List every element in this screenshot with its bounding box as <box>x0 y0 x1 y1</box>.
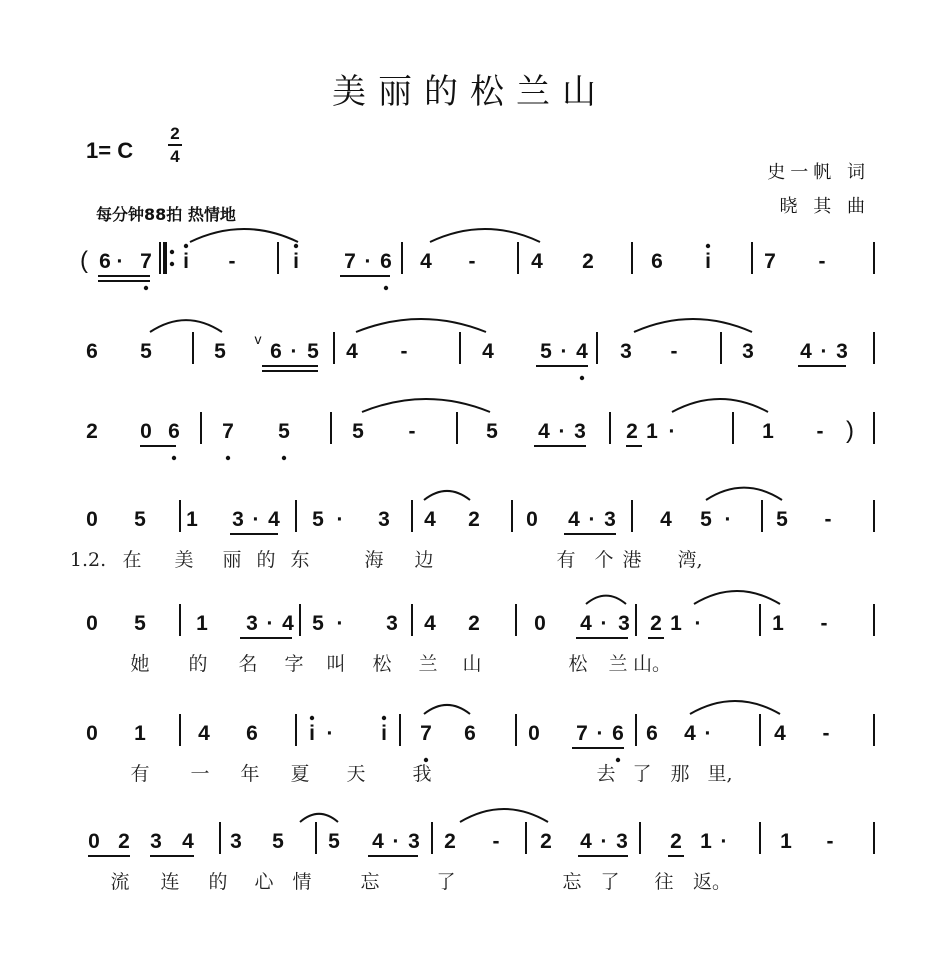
lyric-syllable: 忘 <box>360 871 380 893</box>
note: 0 <box>140 420 152 443</box>
dash-hold: - <box>408 420 416 443</box>
note: 4 <box>198 722 210 745</box>
note: 5 <box>486 420 498 443</box>
slur-arc <box>694 591 780 604</box>
note: 4 <box>774 722 786 745</box>
lyric-syllable: 情 <box>292 871 312 893</box>
lyric-syllable: 连 <box>160 871 180 893</box>
low-octave-dot <box>384 286 388 290</box>
note: 6 <box>464 722 476 745</box>
augmentation-dot: · <box>290 340 298 363</box>
note: 1 <box>772 612 784 635</box>
note: 1 <box>762 420 774 443</box>
lyric-syllable: 叫 <box>326 653 346 675</box>
lyric-syllable: 的 <box>256 549 276 571</box>
note: 3 <box>616 830 628 853</box>
note: 5 <box>352 420 364 443</box>
breath-mark: v <box>254 331 262 347</box>
note: 1 <box>196 612 208 635</box>
augmentation-dot: · <box>392 830 400 853</box>
note: 1 <box>646 420 658 443</box>
note: 5 <box>278 420 290 443</box>
low-octave-dot <box>424 758 428 762</box>
lyric-syllable: 年 <box>240 763 260 785</box>
note: 4 <box>268 508 280 531</box>
note: 2 <box>118 830 130 853</box>
augmentation-dot: · <box>560 340 568 363</box>
slur-arc <box>190 229 298 242</box>
note: 0 <box>526 508 538 531</box>
note: 7 <box>222 420 234 443</box>
dash-hold: - <box>818 250 826 273</box>
note: 2 <box>468 612 480 635</box>
augmentation-dot: · <box>694 612 702 635</box>
note: 3 <box>230 830 242 853</box>
lyric-syllable: 兰 <box>608 653 628 675</box>
note: i <box>293 250 299 273</box>
note: 4 <box>568 508 580 531</box>
slur-arc <box>424 705 470 714</box>
augmentation-dot: · <box>116 250 124 273</box>
augmentation-dot: · <box>336 508 344 531</box>
high-octave-dot <box>294 244 298 248</box>
lyric-syllable: 兰 <box>418 653 438 675</box>
note: 5 <box>134 508 146 531</box>
note: 3 <box>246 612 258 635</box>
note: 5 <box>214 340 226 363</box>
repeat-dot <box>170 250 174 254</box>
lyric-syllable: 那 <box>670 763 690 785</box>
note: 4 <box>346 340 358 363</box>
lyric-syllable: 个 <box>594 549 614 571</box>
bracket-mark: ( <box>80 247 88 274</box>
lyric-syllable: 我 <box>412 763 432 785</box>
note: 5 <box>140 340 152 363</box>
note: 3 <box>836 340 848 363</box>
lyric-syllable: 天 <box>346 763 366 785</box>
augmentation-dot: · <box>596 722 604 745</box>
augmentation-dot: · <box>588 508 596 531</box>
lyric-syllable: 流 <box>110 871 130 893</box>
tempo-marking: 每分钟88拍 热情地 <box>96 205 236 224</box>
note: 5 <box>540 340 552 363</box>
lyric-syllable: 美 <box>174 549 194 571</box>
lyric-syllable: 往 <box>654 871 674 893</box>
note: 4 <box>424 508 436 531</box>
note: 4 <box>531 250 543 273</box>
lyric-syllable: 山 <box>462 653 482 675</box>
note: 4 <box>580 830 592 853</box>
dash-hold: - <box>826 830 834 853</box>
note: i <box>705 250 711 273</box>
note: 1 <box>134 722 146 745</box>
lyricist-credit: 史一帆 词 <box>767 162 870 183</box>
lyric-syllable: 一 <box>190 763 210 785</box>
lyric-syllable: 湾, <box>677 549 703 571</box>
lyric-syllable: 山。 <box>632 653 672 675</box>
note: 3 <box>574 420 586 443</box>
note: 2 <box>626 420 638 443</box>
note: 5 <box>776 508 788 531</box>
low-octave-dot <box>580 376 584 380</box>
augmentation-dot: · <box>668 420 676 443</box>
lyric-syllable: 她 <box>130 653 150 675</box>
note: 2 <box>444 830 456 853</box>
note: 3 <box>386 612 398 635</box>
note: 6 <box>646 722 658 745</box>
lyric-syllable: 有 <box>556 549 576 571</box>
slur-arc <box>150 320 222 332</box>
lyric-syllable: 海 <box>364 549 384 571</box>
note: 3 <box>378 508 390 531</box>
note: 3 <box>408 830 420 853</box>
lyric-syllable: 返。 <box>692 871 732 893</box>
note: 4 <box>580 612 592 635</box>
slur-arc <box>460 809 548 822</box>
note: 5 <box>134 612 146 635</box>
note: 5 <box>328 830 340 853</box>
slur-arc <box>706 488 782 500</box>
note: 2 <box>86 420 98 443</box>
note: 4 <box>282 612 294 635</box>
note: 4 <box>684 722 696 745</box>
augmentation-dot: · <box>704 722 712 745</box>
note: i <box>381 722 387 745</box>
note: 1 <box>670 612 682 635</box>
slur-arc <box>586 596 626 604</box>
note: 4 <box>182 830 194 853</box>
lyric-syllable: 有 <box>130 763 150 785</box>
slur-arc <box>430 229 540 242</box>
slur-arc <box>634 319 752 332</box>
note: 5 <box>312 508 324 531</box>
note: 6 <box>270 340 282 363</box>
note: 4 <box>420 250 432 273</box>
note: 6 <box>86 340 98 363</box>
low-octave-dot <box>282 456 286 460</box>
note: 3 <box>150 830 162 853</box>
time-signature-top: 2 <box>170 124 180 143</box>
note: 0 <box>534 612 546 635</box>
note: 7 <box>576 722 588 745</box>
high-octave-dot <box>310 716 314 720</box>
augmentation-dot: · <box>252 508 260 531</box>
dash-hold: - <box>468 250 476 273</box>
note: 3 <box>604 508 616 531</box>
lyric-syllable: 去 <box>596 763 616 785</box>
lyric-syllable: 1.2. <box>69 549 107 571</box>
note: 7 <box>420 722 432 745</box>
dash-hold: - <box>400 340 408 363</box>
note: 2 <box>650 612 662 635</box>
low-octave-dot <box>226 456 230 460</box>
note: 4 <box>576 340 588 363</box>
time-signature-bottom: 4 <box>170 147 180 166</box>
lyric-syllable: 松 <box>568 653 588 675</box>
note: 2 <box>670 830 682 853</box>
lyric-syllable: 了 <box>436 871 456 893</box>
lyric-syllable: 边 <box>414 549 434 571</box>
note: 6 <box>246 722 258 745</box>
note: 4 <box>372 830 384 853</box>
note: 6 <box>612 722 624 745</box>
augmentation-dot: · <box>600 612 608 635</box>
note: 6 <box>380 250 392 273</box>
composer-credit: 晓 其 曲 <box>779 196 870 217</box>
note: 0 <box>86 612 98 635</box>
note: 4 <box>800 340 812 363</box>
lyric-syllable: 的 <box>208 871 228 893</box>
lyric-syllable: 在 <box>122 549 142 571</box>
high-octave-dot <box>382 716 386 720</box>
note: 4 <box>538 420 550 443</box>
lyric-syllable: 心 <box>254 871 274 893</box>
note: 4 <box>660 508 672 531</box>
bracket-mark: ) <box>846 417 854 444</box>
note: 2 <box>468 508 480 531</box>
song-title: 美丽的松兰山 <box>332 72 608 112</box>
lyric-syllable: 丽 <box>222 549 242 571</box>
note: 5 <box>307 340 319 363</box>
note: 3 <box>618 612 630 635</box>
note: 7 <box>764 250 776 273</box>
lyric-syllable: 字 <box>284 653 304 675</box>
note: 3 <box>232 508 244 531</box>
note: i <box>183 250 189 273</box>
augmentation-dot: · <box>558 420 566 443</box>
dash-hold: - <box>820 612 828 635</box>
note: 0 <box>86 722 98 745</box>
repeat-dot <box>170 262 174 266</box>
note: 1 <box>780 830 792 853</box>
lyric-syllable: 名 <box>238 653 258 675</box>
note: 5 <box>272 830 284 853</box>
augmentation-dot: · <box>820 340 828 363</box>
lyric-syllable: 东 <box>290 549 310 571</box>
lyric-syllable: 忘 <box>562 871 582 893</box>
dash-hold: - <box>824 508 832 531</box>
note: 1 <box>700 830 712 853</box>
note: 3 <box>742 340 754 363</box>
lyric-syllable: 港 <box>622 549 642 571</box>
note: i <box>309 722 315 745</box>
note: 6 <box>99 250 111 273</box>
note: 4 <box>482 340 494 363</box>
lyric-syllable: 松 <box>372 653 392 675</box>
augmentation-dot: · <box>336 612 344 635</box>
key-signature: 1= C <box>86 138 134 163</box>
note: 4 <box>424 612 436 635</box>
note: 5 <box>700 508 712 531</box>
note: 0 <box>88 830 100 853</box>
note: 3 <box>620 340 632 363</box>
augmentation-dot: · <box>720 830 728 853</box>
augmentation-dot: · <box>266 612 274 635</box>
note: 7 <box>140 250 152 273</box>
note: 7 <box>344 250 356 273</box>
low-octave-dot <box>144 286 148 290</box>
dash-hold: - <box>822 722 830 745</box>
note: 5 <box>312 612 324 635</box>
dash-hold: - <box>816 420 824 443</box>
low-octave-dot <box>172 456 176 460</box>
dash-hold: - <box>492 830 500 853</box>
lyric-syllable: 的 <box>188 653 208 675</box>
lyric-syllable: 了 <box>600 871 620 893</box>
note: 6 <box>168 420 180 443</box>
note: 0 <box>528 722 540 745</box>
augmentation-dot: · <box>724 508 732 531</box>
slur-arc <box>690 701 780 714</box>
dash-hold: - <box>228 250 236 273</box>
note: 6 <box>651 250 663 273</box>
note: 2 <box>540 830 552 853</box>
note: 1 <box>186 508 198 531</box>
lyric-syllable: 了 <box>632 763 652 785</box>
note: 0 <box>86 508 98 531</box>
slur-arc <box>300 814 338 822</box>
slur-arc <box>356 319 486 332</box>
augmentation-dot: · <box>364 250 372 273</box>
augmentation-dot: · <box>600 830 608 853</box>
slur-arc <box>424 491 470 500</box>
note: 2 <box>582 250 594 273</box>
low-octave-dot <box>616 758 620 762</box>
high-octave-dot <box>184 244 188 248</box>
slur-arc <box>362 399 490 412</box>
dash-hold: - <box>670 340 678 363</box>
lyric-syllable: 夏 <box>290 763 310 785</box>
augmentation-dot: · <box>326 722 334 745</box>
slur-arc <box>672 399 768 412</box>
lyric-syllable: 里, <box>707 763 733 785</box>
high-octave-dot <box>706 244 710 248</box>
